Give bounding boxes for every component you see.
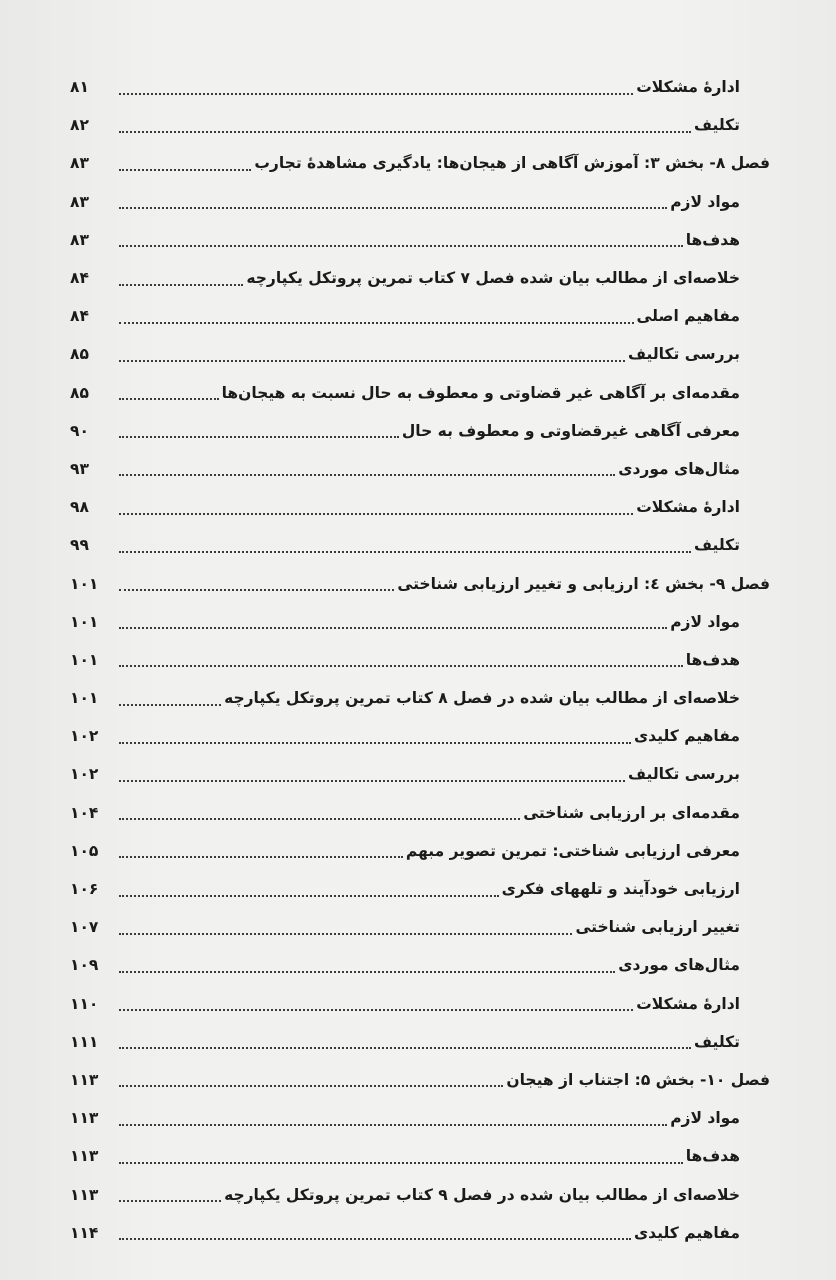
toc-row xyxy=(70,946,770,984)
toc-page-number: ۱۰۱ xyxy=(70,650,99,669)
toc-entry-title: تکلیف xyxy=(694,1032,740,1051)
toc-row xyxy=(70,183,770,221)
toc-entry-title: خلاصه‌ای از مطالب بیان شده در فصل ۸ کتاب تمرین پروتکل یکپارچه xyxy=(224,689,740,708)
toc-page-number: ۱۱۳ xyxy=(70,1109,99,1128)
toc-entry-title: فصل ۱۰- بخش ۵: اجتناب از هیجان xyxy=(506,1070,770,1089)
dot-leader xyxy=(119,283,243,286)
dot-leader xyxy=(119,512,633,515)
toc-entry-title: تغییر ارزیابی شناختی xyxy=(575,918,740,937)
dot-leader xyxy=(119,168,251,171)
toc-page-number: ۸۵ xyxy=(70,345,89,364)
dot-leader xyxy=(119,970,615,973)
toc-row xyxy=(70,985,770,1023)
dot-leader xyxy=(119,932,572,935)
toc-entry-title: خلاصه‌ای از مطالب بیان شده در فصل ۹ کتاب تمرین پروتکل یکپارچه xyxy=(224,1185,740,1204)
toc-page-number: ۱۰۶ xyxy=(70,880,99,899)
toc-entry-title: مقدمه‌ای بر آگاهی غیر قضاوتی و معطوف به حال نسبت به هیجان‌ها xyxy=(221,383,740,402)
toc-page-number: ۸۵ xyxy=(70,383,89,402)
toc-page-number: ۸۴ xyxy=(70,307,89,326)
toc-row xyxy=(70,68,770,106)
dot-leader xyxy=(119,130,691,133)
toc-page-number: ۱۰۴ xyxy=(70,803,99,822)
dot-leader xyxy=(119,1084,503,1087)
toc-entry-title: ادارهٔ مشکلات xyxy=(636,78,740,97)
toc-entry-title: مواد لازم xyxy=(670,192,740,211)
toc-page-number: ۸۳ xyxy=(70,230,89,249)
toc-row xyxy=(70,641,770,679)
dot-leader xyxy=(119,92,633,95)
toc-entry-title: مواد لازم xyxy=(670,612,740,631)
toc-entry-title: خلاصه‌ای از مطالب بیان شده فصل ۷ کتاب تمرین پروتکل یکپارچه xyxy=(246,269,740,288)
toc-row xyxy=(70,1214,770,1252)
toc-chapter-row xyxy=(70,564,770,602)
toc-page-number: ۸۳ xyxy=(70,192,89,211)
dot-leader xyxy=(119,1046,691,1049)
toc-row xyxy=(70,832,770,870)
toc-page-number: ۱۱۴ xyxy=(70,1223,99,1242)
toc-row xyxy=(70,1137,770,1175)
dot-leader xyxy=(119,550,691,553)
dot-leader xyxy=(119,206,667,209)
dot-leader xyxy=(119,321,634,324)
dot-leader xyxy=(119,664,683,667)
toc-entry-title: مقدمه‌ای بر ارزیابی شناختی xyxy=(523,803,740,822)
toc-row xyxy=(70,794,770,832)
toc-entry-title: بررسی تکالیف xyxy=(628,765,740,784)
dot-leader xyxy=(119,779,625,782)
toc-entry-title: معرفی ارزیابی شناختی: تمرین تصویر مبهم xyxy=(405,841,740,860)
toc-row xyxy=(70,297,770,335)
toc-entry-title: تکلیف xyxy=(694,116,740,135)
toc-row xyxy=(70,259,770,297)
toc-entry-title: مواد لازم xyxy=(670,1109,740,1128)
toc-row xyxy=(70,106,770,144)
toc-page-number: ۱۱۳ xyxy=(70,1070,99,1089)
dot-leader xyxy=(119,244,683,247)
toc-entry-title: مفاهیم اصلی xyxy=(636,307,740,326)
dot-leader xyxy=(119,855,403,858)
dot-leader xyxy=(119,588,394,591)
toc-page-number: ۹۹ xyxy=(70,536,89,555)
toc-page-number: ۱۰۲ xyxy=(70,765,99,784)
toc-page-number: ۱۱۳ xyxy=(70,1147,99,1166)
dot-leader xyxy=(119,626,667,629)
toc-entry-title: مثال‌های موردی xyxy=(618,459,740,478)
toc-entry-title: هدف‌ها xyxy=(685,650,740,669)
toc-row xyxy=(70,221,770,259)
toc-entry-title: بررسی تکالیف xyxy=(628,345,740,364)
toc-row xyxy=(70,412,770,450)
dot-leader xyxy=(119,397,219,400)
toc-entry-title: فصل ۹- بخش ٤: ارزیابی و تغییر ارزیابی شناختی xyxy=(397,574,770,593)
toc-row xyxy=(70,335,770,373)
table-of-contents xyxy=(70,68,770,1252)
dot-leader xyxy=(119,703,221,706)
dot-leader xyxy=(119,1123,667,1126)
toc-page-number: ۱۰۲ xyxy=(70,727,99,746)
toc-entry-title: مثال‌های موردی xyxy=(618,956,740,975)
dot-leader xyxy=(119,1161,683,1164)
toc-page-number: ۸۴ xyxy=(70,269,89,288)
toc-page-number: ۸۳ xyxy=(70,154,89,173)
toc-row xyxy=(70,1099,770,1137)
toc-entry-title: فصل ۸- بخش ۳: آموزش آگاهی از هیجان‌ها: یادگیری مشاهدهٔ تجارب xyxy=(254,154,770,173)
toc-chapter-row xyxy=(70,144,770,182)
toc-page-number: ۹۰ xyxy=(70,421,89,440)
toc-entry-title: هدف‌ها xyxy=(685,230,740,249)
toc-row xyxy=(70,717,770,755)
toc-row xyxy=(70,755,770,793)
toc-entry-title: مفاهیم کلیدی xyxy=(633,1223,740,1242)
toc-page-number: ۱۰۱ xyxy=(70,612,99,631)
toc-page-number: ۱۰۷ xyxy=(70,918,99,937)
toc-row xyxy=(70,908,770,946)
toc-page-number: ۱۱۱ xyxy=(70,1032,99,1051)
toc-row xyxy=(70,870,770,908)
toc-entry-title: معرفی آگاهی غیرقضاوتی و معطوف به حال xyxy=(401,421,740,440)
toc-row xyxy=(70,450,770,488)
toc-row xyxy=(70,526,770,564)
toc-row xyxy=(70,679,770,717)
toc-entry-title: ارزیابی خودآیند و تلههای فکری xyxy=(501,880,740,899)
toc-page-number: ۱۰۱ xyxy=(70,689,99,708)
toc-page-number: ۱۰۱ xyxy=(70,574,99,593)
dot-leader xyxy=(119,1237,631,1240)
toc-entry-title: هدف‌ها xyxy=(685,1147,740,1166)
toc-page-number: ۱۰۹ xyxy=(70,956,99,975)
toc-row xyxy=(70,374,770,412)
toc-page-number: ۸۲ xyxy=(70,116,89,135)
toc-entry-title: ادارهٔ مشکلات xyxy=(636,498,740,517)
dot-leader xyxy=(119,894,499,897)
toc-page-number: ۱۱۳ xyxy=(70,1185,99,1204)
toc-page-number: ۸۱ xyxy=(70,78,89,97)
dot-leader xyxy=(119,1008,633,1011)
toc-page-number: ۱۱۰ xyxy=(70,994,99,1013)
dot-leader xyxy=(119,473,615,476)
toc-entry-title: مفاهیم کلیدی xyxy=(633,727,740,746)
toc-row xyxy=(70,603,770,641)
toc-page-number: ۹۳ xyxy=(70,459,89,478)
toc-chapter-row xyxy=(70,1061,770,1099)
toc-entry-title: تکلیف xyxy=(694,536,740,555)
toc-page-number: ۱۰۵ xyxy=(70,841,99,860)
toc-row xyxy=(70,1023,770,1061)
dot-leader xyxy=(119,1199,221,1202)
dot-leader xyxy=(119,359,625,362)
toc-entry-title: ادارهٔ مشکلات xyxy=(636,994,740,1013)
toc-row xyxy=(70,488,770,526)
dot-leader xyxy=(119,741,631,744)
toc-row xyxy=(70,1175,770,1213)
toc-page-number: ۹۸ xyxy=(70,498,89,517)
dot-leader xyxy=(119,817,520,820)
dot-leader xyxy=(119,435,399,438)
